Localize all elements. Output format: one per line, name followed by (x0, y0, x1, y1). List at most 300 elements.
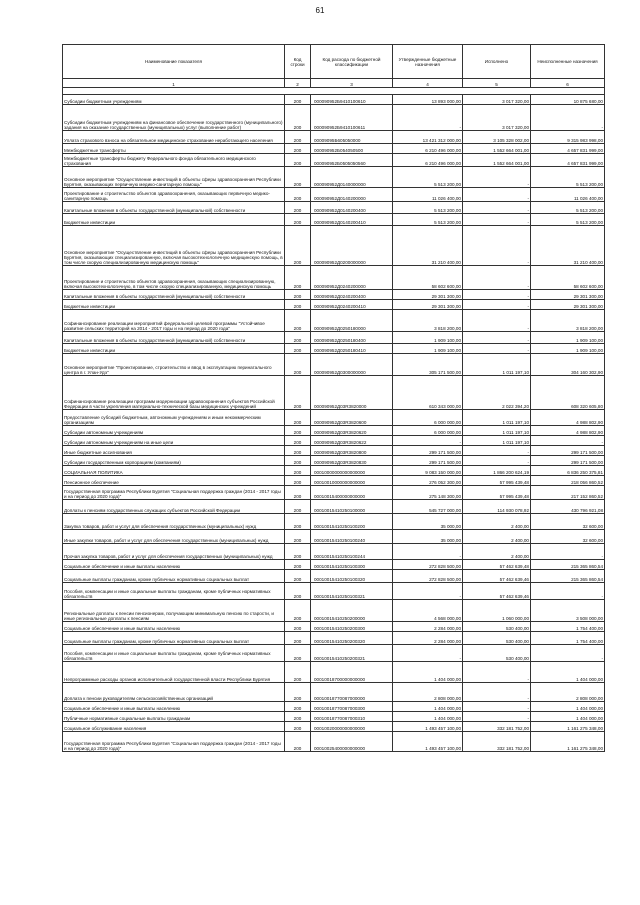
header-unexecuted: Неисполненные назначения (531, 45, 605, 79)
row-kbk-cell: 000090952Б9410100611 (311, 105, 393, 131)
row-kbk-cell: 000090952Б9410100610 (311, 95, 393, 105)
column-number: 2 (285, 79, 311, 88)
row-unexecuted-cell: 1 404 000,00 (531, 662, 605, 683)
row-approved-cell: 1 493 457 100,00 (393, 722, 463, 732)
row-code-cell: 200 (285, 131, 311, 144)
table-row (63, 354, 605, 376)
row-code-cell: 200 (285, 226, 311, 266)
row-name-cell: Региональные доплаты к пенсии пенсионерам, получающим минимальную пенсию по старости, и иные региональные доплаты к пенсиям (63, 600, 285, 622)
row-name-cell: Непрограммные расходы органов исполнительной государственной власти Республики Бурятия (63, 662, 285, 683)
table-row (63, 600, 605, 622)
row-unexecuted-cell: 29 301 300,00 (531, 300, 605, 310)
row-approved-cell: - (393, 544, 463, 560)
row-unexecuted-cell: - (531, 645, 605, 662)
row-approved-cell: 13 893 000,00 (393, 95, 463, 105)
row-name-cell: Межбюджетные трансферты бюджету Федерального фонда обязательного медицинского страхования (63, 154, 285, 167)
row-approved-cell: 13 421 312 000,00 (393, 131, 463, 144)
row-unexecuted-cell: 32 600,00 (531, 514, 605, 530)
row-name-cell: Субсидии государственным корпорациям (компаниям) (63, 456, 285, 466)
row-name-cell: Субсидии автономным учреждениям (63, 426, 285, 436)
column-number-row (63, 79, 605, 88)
row-kbk-cell: 000090952Д0140200000 (311, 188, 393, 202)
row-kbk-cell: 000090952Д0300000000 (311, 354, 393, 376)
row-kbk-cell: 000090952Д0200000000 (311, 226, 393, 266)
row-kbk-cell: 00009095Б605050000 (311, 131, 393, 144)
row-code-cell: 200 (285, 632, 311, 645)
row-code-cell: 200 (285, 167, 311, 188)
row-approved-cell: 3 818 200,00 (393, 310, 463, 332)
row-code-cell: 200 (285, 486, 311, 500)
header-kbk: Код расхода по бюджетной классификации (311, 45, 393, 79)
row-name-cell: Доплаты к пенсиям государственных служащих субъектов Российской Федерации (63, 500, 285, 514)
row-approved-cell: 6 000 000,00 (393, 410, 463, 426)
row-approved-cell: 29 301 300,00 (393, 290, 463, 300)
table-row (63, 645, 605, 662)
row-approved-cell: 275 148 300,00 (393, 486, 463, 500)
row-code-cell: 200 (285, 354, 311, 376)
row-unexecuted-cell: 58 602 600,00 (531, 266, 605, 290)
row-executed-cell: 2 400,00 (463, 514, 531, 530)
row-name-cell: Субсидии бюджетным учреждениям на финансовое обеспечение государственного (муниципального) задания на оказание государственных (муниципальных) услуг (выполнение работ) (63, 105, 285, 131)
row-name-cell: Основное мероприятие "Проектирование, строительство и ввод в эксплуатацию перинатального центра в г. Улан-Удэ" (63, 354, 285, 376)
row-code-cell: 200 (285, 544, 311, 560)
row-kbk-cell: 00010015410250200300 (311, 622, 393, 632)
row-code-cell: 200 (285, 645, 311, 662)
row-kbk-cell: 000090952Д03R3820830 (311, 456, 393, 466)
row-executed-cell: 57 462 639,46 (463, 570, 531, 583)
row-unexecuted-cell: 4 657 831 999,00 (531, 154, 605, 167)
row-kbk-cell: 00010015410250200320 (311, 632, 393, 645)
table-row (63, 310, 605, 332)
row-code-cell: 200 (285, 144, 311, 154)
row-code-cell: 200 (285, 456, 311, 466)
row-code-cell: 200 (285, 154, 311, 167)
header-row (63, 45, 605, 79)
row-code-cell: 200 (285, 583, 311, 600)
row-name-cell: Пособия, компенсации и иные социальные выплаты гражданам, кроме публичных нормативных обязательств (63, 583, 285, 600)
row-approved-cell: 4 568 000,00 (393, 600, 463, 622)
row-unexecuted-cell: 5 513 200,00 (531, 167, 605, 188)
row-executed-cell: 530 400,00 (463, 622, 531, 632)
row-approved-cell: 35 000,00 (393, 530, 463, 544)
row-kbk-cell: 00010000000000000000 (311, 466, 393, 476)
row-kbk-cell: 000090952Д03R3820800 (311, 446, 393, 456)
row-kbk-cell: 00010015410250100240 (311, 530, 393, 544)
table-row (63, 332, 605, 344)
row-unexecuted-cell: 1 909 100,00 (531, 332, 605, 344)
row-name-cell: Закупка товаров, работ и услуг для обеспечения государственных (муниципальных) нужд (63, 514, 285, 530)
table-row (63, 226, 605, 266)
row-code-cell: 200 (285, 662, 311, 683)
row-executed-cell: - (463, 202, 531, 214)
table-row (63, 622, 605, 632)
table-row (63, 188, 605, 202)
row-kbk-cell: 000090952Д0140200410 (311, 214, 393, 226)
table-row (63, 214, 605, 226)
row-kbk-cell: 000090952Д03R3820622 (311, 436, 393, 446)
row-unexecuted-cell: 5 513 200,00 (531, 214, 605, 226)
row-code-cell: 200 (285, 560, 311, 570)
row-executed-cell: 2 400,00 (463, 544, 531, 560)
row-executed-cell: - (463, 683, 531, 702)
row-code-cell: 200 (285, 410, 311, 426)
row-kbk-cell: 000090952Д0240200000 (311, 266, 393, 290)
row-kbk-cell: 00010015410250200000 (311, 600, 393, 622)
row-name-cell: Капитальные вложения в объекты государственной (муниципальной) собственности (63, 202, 285, 214)
row-approved-cell: 6 000 000,00 (393, 426, 463, 436)
row-executed-cell: - (463, 188, 531, 202)
row-kbk-cell: 000090952Д03R3820600 (311, 410, 393, 426)
row-executed-cell: 2 022 394,20 (463, 376, 531, 410)
row-executed-cell: - (463, 456, 531, 466)
row-name-cell: Социальные выплаты гражданам, кроме публичных нормативных социальных выплат (63, 570, 285, 583)
row-approved-cell: - (393, 105, 463, 131)
row-name-cell: Субсидии автономным учреждениям на иные цели (63, 436, 285, 446)
row-name-cell: Социальные выплаты гражданам, кроме публичных нормативных социальных выплат (63, 632, 285, 645)
row-unexecuted-cell: 6 836 250 375,81 (531, 466, 605, 476)
row-unexecuted-cell: 215 365 860,54 (531, 570, 605, 583)
row-code-cell: 200 (285, 310, 311, 332)
row-code-cell: 200 (285, 722, 311, 732)
row-approved-cell: - (393, 583, 463, 600)
row-code-cell: 200 (285, 188, 311, 202)
row-name-cell: Государственная программа Республики Бурятия "Социальная поддержка граждан (2014 - 2017 годы и на период до 2020 года)" (63, 732, 285, 752)
row-code-cell: 200 (285, 622, 311, 632)
row-kbk-cell: 00010015410250100244 (311, 544, 393, 560)
row-approved-cell: 58 602 600,00 (393, 266, 463, 290)
row-approved-cell: 305 171 500,00 (393, 354, 463, 376)
row-unexecuted-cell: 29 301 300,00 (531, 290, 605, 300)
table-row (63, 683, 605, 702)
row-executed-cell: - (463, 446, 531, 456)
row-kbk-cell: 000090952Д0250180410 (311, 344, 393, 354)
row-code-cell: 200 (285, 712, 311, 722)
row-executed-cell: 3 017 320,00 (463, 105, 531, 131)
column-number: 5 (463, 79, 531, 88)
row-approved-cell: 29 301 300,00 (393, 300, 463, 310)
row-name-cell: Доплата к пенсии руководителям сельскохозяйственных организаций (63, 683, 285, 702)
row-name-cell: Социальное обеспечение и иные выплаты населению (63, 702, 285, 712)
row-approved-cell: 272 828 500,00 (393, 560, 463, 570)
row-code-cell: 200 (285, 446, 311, 456)
row-code-cell: 200 (285, 376, 311, 410)
table-row (63, 144, 605, 154)
row-name-cell: Социальное обеспечение и иные выплаты населению (63, 622, 285, 632)
row-name-cell: Уплата страхового взноса на обязательное медицинское страхование неработающего населения (63, 131, 285, 144)
row-name-cell: СОЦИАЛЬНАЯ ПОЛИТИКА (63, 466, 285, 476)
row-kbk-cell: 000090952Б0505050560 (311, 154, 393, 167)
row-unexecuted-cell: 430 796 921,08 (531, 500, 605, 514)
row-approved-cell: 1 404 000,00 (393, 662, 463, 683)
table-row (63, 662, 605, 683)
table-row (63, 514, 605, 530)
row-kbk-cell: 00010025400000000000 (311, 732, 393, 752)
row-unexecuted-cell: 1 909 100,00 (531, 344, 605, 354)
row-code-cell: 200 (285, 514, 311, 530)
row-kbk-cell: 00010015410250100321 (311, 583, 393, 600)
row-executed-cell: - (463, 712, 531, 722)
table-row (63, 486, 605, 500)
row-approved-cell: 2 808 000,00 (393, 683, 463, 702)
column-number: 6 (531, 79, 605, 88)
row-unexecuted-cell: 4 988 802,90 (531, 410, 605, 426)
row-executed-cell: - (463, 167, 531, 188)
row-name-cell: Проектирование и строительство объектов здравоохранения, оказывающих первичную медико-санитарную помощь (63, 188, 285, 202)
row-approved-cell: 5 513 200,00 (393, 214, 463, 226)
row-unexecuted-cell: 5 513 200,00 (531, 202, 605, 214)
row-name-cell: Межбюджетные трансферты (63, 144, 285, 154)
row-kbk-cell: 000090952Д0140000000 (311, 167, 393, 188)
row-executed-cell: 1 552 664 001,00 (463, 154, 531, 167)
row-executed-cell: 332 181 752,00 (463, 732, 531, 752)
table-row (63, 476, 605, 486)
row-code-cell: 200 (285, 466, 311, 476)
row-unexecuted-cell: - (531, 583, 605, 600)
row-kbk-cell: 00010015410250100000 (311, 500, 393, 514)
table-row (63, 530, 605, 544)
table-row (63, 712, 605, 722)
row-approved-cell: 11 026 400,00 (393, 188, 463, 202)
row-executed-cell: 57 995 439,48 (463, 476, 531, 486)
row-kbk-cell: 00010018770087000000 (311, 683, 393, 702)
row-approved-cell: 1 909 100,00 (393, 332, 463, 344)
row-name-cell: Субсидии бюджетным учреждениям (63, 95, 285, 105)
row-approved-cell: 5 513 200,00 (393, 167, 463, 188)
row-code-cell: 200 (285, 500, 311, 514)
table-row (63, 95, 605, 105)
row-unexecuted-cell: 299 171 500,00 (531, 446, 605, 456)
header-executed: Исполнено (463, 45, 531, 79)
table-row (63, 300, 605, 310)
row-unexecuted-cell: 4 657 831 999,00 (531, 144, 605, 154)
row-unexecuted-cell: 1 161 275 348,00 (531, 722, 605, 732)
table-row (63, 410, 605, 426)
row-kbk-cell: 000090952Д0250180000 (311, 310, 393, 332)
column-number: 1 (63, 79, 285, 88)
table-row (63, 544, 605, 560)
row-code-cell: 200 (285, 105, 311, 131)
row-executed-cell: 1 011 197,10 (463, 354, 531, 376)
table-row (63, 266, 605, 290)
row-unexecuted-cell: 32 600,00 (531, 530, 605, 544)
row-kbk-cell: 00010015400000000000 (311, 486, 393, 500)
row-executed-cell: 1 011 197,10 (463, 426, 531, 436)
row-approved-cell: 31 210 400,00 (393, 226, 463, 266)
row-approved-cell: 1 404 000,00 (393, 702, 463, 712)
column-number: 3 (311, 79, 393, 88)
row-unexecuted-cell: 217 152 860,52 (531, 486, 605, 500)
row-name-cell: Социальное обеспечение и иные выплаты населению (63, 560, 285, 570)
row-executed-cell: 530 400,00 (463, 645, 531, 662)
row-unexecuted-cell: 9 315 983 998,00 (531, 131, 605, 144)
row-code-cell: 200 (285, 332, 311, 344)
table-row (63, 446, 605, 456)
row-code-cell: 200 (285, 290, 311, 300)
row-approved-cell: 35 000,00 (393, 514, 463, 530)
row-name-cell: Основное мероприятие "Осуществление инвестиций в объекты сферы здравоохранения Республики Бурятия, оказывающих первичную медико-санитарную помощь" (63, 167, 285, 188)
table-row (63, 732, 605, 752)
row-executed-cell: - (463, 344, 531, 354)
row-kbk-cell: 00010018770087000310 (311, 712, 393, 722)
row-unexecuted-cell: - (531, 436, 605, 446)
row-name-cell: Софинансирование реализации мероприятий федеральной целевой программы "Устойчивое развитие сельских территорий на 2014 - 2017 годы и на период до 2020 года" (63, 310, 285, 332)
row-executed-cell: - (463, 310, 531, 332)
row-executed-cell: 57 462 639,48 (463, 560, 531, 570)
row-name-cell: Бюджетные инвестиции (63, 300, 285, 310)
table-row (63, 722, 605, 732)
row-approved-cell: 299 171 500,00 (393, 446, 463, 456)
row-approved-cell: 5 513 200,00 (393, 202, 463, 214)
table-row (63, 632, 605, 645)
row-approved-cell: 6 210 496 000,00 (393, 154, 463, 167)
page-number: 61 (315, 6, 325, 15)
row-executed-cell: 57 995 439,48 (463, 486, 531, 500)
row-approved-cell: 610 343 000,00 (393, 376, 463, 410)
header-approved: Утвержденные бюджетные назначения (393, 45, 463, 79)
row-approved-cell: - (393, 436, 463, 446)
table-body (63, 95, 605, 752)
table-row (63, 154, 605, 167)
row-code-cell: 200 (285, 426, 311, 436)
row-name-cell: Иные закупки товаров, работ и услуг для обеспечения государственных (муниципальных) нужд (63, 530, 285, 544)
row-kbk-cell: 000090952Д03R3820000 (311, 376, 393, 410)
table-row (63, 466, 605, 476)
row-executed-cell: 57 462 639,46 (463, 583, 531, 600)
row-unexecuted-cell: 304 160 302,90 (531, 354, 605, 376)
row-kbk-cell: 000090952Д0240200410 (311, 300, 393, 310)
row-executed-cell: - (463, 332, 531, 344)
table-row (63, 105, 605, 131)
row-kbk-cell: 00010015410250100320 (311, 570, 393, 583)
row-code-cell: 200 (285, 344, 311, 354)
row-executed-cell: 114 930 078,92 (463, 500, 531, 514)
row-code-cell: 200 (285, 570, 311, 583)
row-executed-cell: - (463, 226, 531, 266)
row-unexecuted-cell: 215 365 860,54 (531, 560, 605, 570)
row-name-cell: Социальное обслуживание населения (63, 722, 285, 732)
table-row (63, 456, 605, 466)
row-code-cell: 200 (285, 300, 311, 310)
table-row (63, 426, 605, 436)
row-unexecuted-cell: - (531, 544, 605, 560)
row-approved-cell: 6 210 496 000,00 (393, 144, 463, 154)
table-row (63, 202, 605, 214)
row-name-cell: Основное мероприятие "Осуществление инвестиций в объекты сферы здравоохранения Республики Бурятия, оказывающих специализированную, включая высокотехнологичную медицинскую помощь, в том числе скорую специализированную медицинскую помощь" (63, 226, 285, 266)
row-kbk-cell: 00010010000000000000 (311, 476, 393, 486)
row-executed-cell: - (463, 266, 531, 290)
row-code-cell: 200 (285, 266, 311, 290)
row-executed-cell: 1 866 200 624,19 (463, 466, 531, 476)
budget-execution-table (62, 44, 605, 752)
row-name-cell: Бюджетные инвестиции (63, 214, 285, 226)
row-executed-cell: 1 060 000,00 (463, 600, 531, 622)
column-number: 4 (393, 79, 463, 88)
row-name-cell: Капитальные вложения в объекты государственной (муниципальной) собственности (63, 332, 285, 344)
row-approved-cell: 272 828 500,00 (393, 570, 463, 583)
row-name-cell: Капитальные вложения в объекты государственной (муниципальной) собственности (63, 290, 285, 300)
row-approved-cell: 1 493 457 100,00 (393, 732, 463, 752)
table-row (63, 344, 605, 354)
row-code-cell: 200 (285, 95, 311, 105)
row-executed-cell: 1 552 664 001,00 (463, 144, 531, 154)
table-row (63, 290, 605, 300)
row-code-cell: 200 (285, 600, 311, 622)
row-unexecuted-cell: 4 988 802,90 (531, 426, 605, 436)
header-name: Наименование показателя (63, 45, 285, 79)
row-unexecuted-cell: 1 404 000,00 (531, 712, 605, 722)
row-unexecuted-cell: 608 320 605,80 (531, 376, 605, 410)
row-approved-cell: 9 083 150 000,00 (393, 466, 463, 476)
row-executed-cell: 3 105 328 002,00 (463, 131, 531, 144)
row-name-cell: Проектирование и строительство объектов здравоохранения, оказывающих специализированную, включая высокотехнологичную, в том числе скорую специализированную, медицинскую помощь (63, 266, 285, 290)
row-unexecuted-cell: 2 808 000,00 (531, 683, 605, 702)
row-name-cell: Иные бюджетные ассигнования (63, 446, 285, 456)
row-approved-cell: 2 284 000,00 (393, 632, 463, 645)
row-unexecuted-cell: 1 754 400,00 (531, 622, 605, 632)
row-unexecuted-cell: 218 056 860,52 (531, 476, 605, 486)
table-row (63, 702, 605, 712)
table-row (63, 583, 605, 600)
row-code-cell: 200 (285, 202, 311, 214)
row-unexecuted-cell: 3 818 200,00 (531, 310, 605, 332)
row-executed-cell: 1 011 197,10 (463, 436, 531, 446)
table-row (63, 500, 605, 514)
row-approved-cell: 2 284 000,00 (393, 622, 463, 632)
row-approved-cell: - (393, 645, 463, 662)
table-row (63, 436, 605, 446)
table-row (63, 570, 605, 583)
row-name-cell: Предоставление субсидий бюджетным, автономным учреждениям и иным некоммерческим организациям (63, 410, 285, 426)
row-kbk-cell: 00010015410250100200 (311, 514, 393, 530)
row-executed-cell: - (463, 702, 531, 712)
row-code-cell: 200 (285, 702, 311, 712)
row-executed-cell: 530 400,00 (463, 632, 531, 645)
row-code-cell: 200 (285, 732, 311, 752)
row-executed-cell: 2 400,00 (463, 530, 531, 544)
row-name-cell: Пенсионное обеспечение (63, 476, 285, 486)
row-unexecuted-cell: 1 754 400,00 (531, 632, 605, 645)
table-row (63, 167, 605, 188)
row-code-cell: 200 (285, 683, 311, 702)
row-name-cell: Прочая закупка товаров, работ и услуг для обеспечения государственных (муниципальных) нужд (63, 544, 285, 560)
row-code-cell: 200 (285, 476, 311, 486)
row-executed-cell: - (463, 300, 531, 310)
row-name-cell: Бюджетные инвестиции (63, 344, 285, 354)
row-name-cell: Пособия, компенсации и иные социальные выплаты гражданам, кроме публичных нормативных обязательств (63, 645, 285, 662)
row-name-cell: Софинансирование реализации программ модернизации здравоохранения субъектов Российской Федерации в части укрепления материально-технической базы медицинских учреждений (63, 376, 285, 410)
row-approved-cell: 299 171 500,00 (393, 456, 463, 466)
row-kbk-cell: 00010018770087000300 (311, 702, 393, 712)
row-kbk-cell: 00010015410250100300 (311, 560, 393, 570)
row-approved-cell: 545 727 000,00 (393, 500, 463, 514)
row-unexecuted-cell: 1 161 275 348,00 (531, 732, 605, 752)
row-unexecuted-cell: 1 404 000,00 (531, 702, 605, 712)
row-name-cell: Публичные нормативные социальные выплаты гражданам (63, 712, 285, 722)
row-approved-cell: 1 909 100,00 (393, 344, 463, 354)
row-executed-cell: - (463, 214, 531, 226)
row-code-cell: 200 (285, 530, 311, 544)
row-unexecuted-cell: 3 508 000,00 (531, 600, 605, 622)
row-kbk-cell: 000090952Д0250180400 (311, 332, 393, 344)
row-kbk-cell: 000090952Д0240200400 (311, 290, 393, 300)
row-kbk-cell: 000090952Д0140200400 (311, 202, 393, 214)
table-row (63, 131, 605, 144)
row-executed-cell: - (463, 662, 531, 683)
row-unexecuted-cell: 31 210 400,00 (531, 226, 605, 266)
row-unexecuted-cell: 11 026 400,00 (531, 188, 605, 202)
row-code-cell: 200 (285, 214, 311, 226)
row-executed-cell: 1 011 197,10 (463, 410, 531, 426)
